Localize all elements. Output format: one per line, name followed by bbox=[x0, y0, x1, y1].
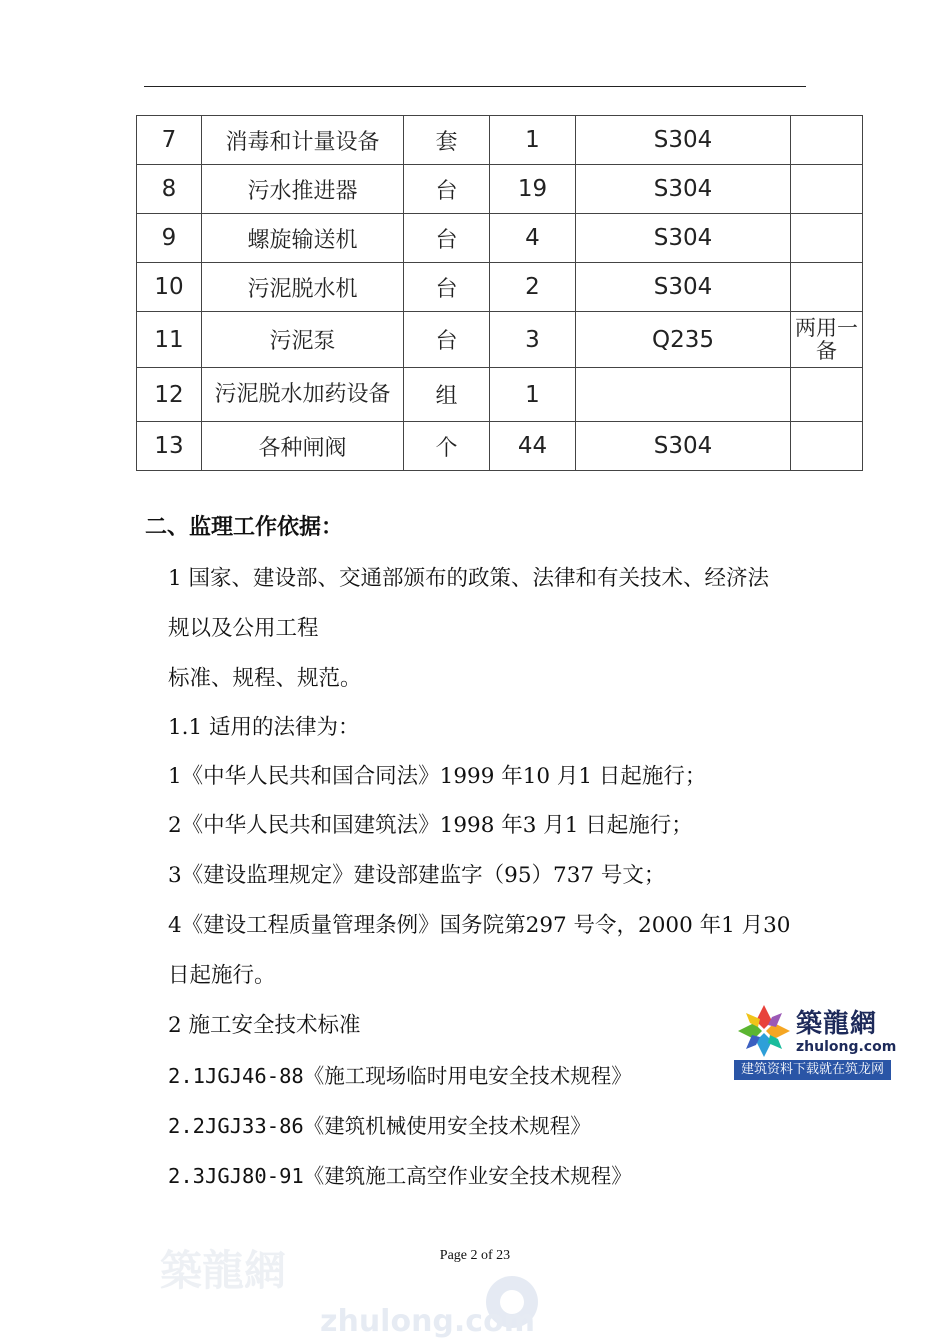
watermark-url: zhulong.com bbox=[320, 1304, 535, 1339]
body-line: 2.3JGJ80-91《建筑施工高空作业安全技术规程》 bbox=[168, 1164, 632, 1188]
cell-material: S304 bbox=[576, 422, 791, 471]
zhulong-logo bbox=[734, 1001, 897, 1080]
cell-note bbox=[791, 422, 863, 471]
cell-material: S304 bbox=[576, 116, 791, 165]
table-row bbox=[137, 422, 863, 471]
cell-no: 13 bbox=[137, 422, 202, 471]
table-row bbox=[137, 368, 863, 422]
cell-qty: 19 bbox=[490, 165, 576, 214]
cell-unit: 台 bbox=[404, 312, 490, 368]
cell-name: 污泥脱水加药设备 bbox=[202, 368, 404, 422]
body-line: 2.1JGJ46-88《施工现场临时用电安全技术规程》 bbox=[168, 1064, 632, 1088]
body-line: 规以及公用工程 bbox=[168, 616, 319, 641]
equipment-table bbox=[136, 115, 863, 471]
logo-title: 築龍網 bbox=[796, 1009, 878, 1039]
cell-name: 消毒和计量设备 bbox=[202, 116, 404, 165]
body-line: 标准、规程、规范。 bbox=[168, 666, 362, 691]
cell-note bbox=[791, 116, 863, 165]
cell-name: 污泥泵 bbox=[202, 312, 404, 368]
header-rule bbox=[144, 86, 806, 87]
cell-unit: 台 bbox=[404, 214, 490, 263]
cell-qty: 3 bbox=[490, 312, 576, 368]
page-number: Page 2 of 23 bbox=[439, 1248, 511, 1263]
cell-no: 8 bbox=[137, 165, 202, 214]
cell-qty: 4 bbox=[490, 214, 576, 263]
logo-slogan: 建筑资料下载就在筑龙网 bbox=[734, 1060, 891, 1080]
cell-unit: 个 bbox=[404, 422, 490, 471]
section-heading: 二、监理工作依据： bbox=[145, 515, 344, 540]
cell-material: S304 bbox=[576, 214, 791, 263]
cell-no: 9 bbox=[137, 214, 202, 263]
cell-note bbox=[791, 368, 863, 422]
table-row bbox=[137, 116, 863, 165]
cell-no: 12 bbox=[137, 368, 202, 422]
body-line: 1《中华人民共和国合同法》1999 年10 月1 日起施行； bbox=[168, 764, 707, 789]
body-line: 2.2JGJ33-86《建筑机械使用安全技术规程》 bbox=[168, 1114, 591, 1138]
cell-unit: 套 bbox=[404, 116, 490, 165]
cell-note: 两用一备 bbox=[791, 312, 863, 368]
cell-note bbox=[791, 263, 863, 312]
table-row bbox=[137, 214, 863, 263]
cell-qty: 2 bbox=[490, 263, 576, 312]
pinwheel-icon bbox=[734, 1001, 794, 1059]
body-line: 2 施工安全技术标准 bbox=[168, 1013, 361, 1038]
cell-material: S304 bbox=[576, 263, 791, 312]
logo-url: zhulong.com bbox=[796, 1039, 897, 1055]
cell-name: 各种闸阀 bbox=[202, 422, 404, 471]
cell-note bbox=[791, 214, 863, 263]
table-row bbox=[137, 263, 863, 312]
cell-no: 11 bbox=[137, 312, 202, 368]
body-line: 2《中华人民共和国建筑法》1998 年3 月1 日起施行； bbox=[168, 813, 693, 838]
cell-qty: 1 bbox=[490, 116, 576, 165]
cell-unit: 台 bbox=[404, 165, 490, 214]
cell-unit: 台 bbox=[404, 263, 490, 312]
cell-name: 污水推进器 bbox=[202, 165, 404, 214]
body-line: 日起施行。 bbox=[168, 963, 276, 988]
cell-material: Q235 bbox=[576, 312, 791, 368]
cell-qty: 1 bbox=[490, 368, 576, 422]
cell-note bbox=[791, 165, 863, 214]
body-line: 3《建设监理规定》建设部建监字（95）737 号文； bbox=[168, 863, 666, 888]
cell-name: 螺旋输送机 bbox=[202, 214, 404, 263]
watermark-title: 築龍網 bbox=[160, 1246, 287, 1295]
body-line: 4《建设工程质量管理条例》国务院第297 号令，2000 年1 月30 bbox=[168, 913, 791, 938]
cell-no: 7 bbox=[137, 116, 202, 165]
cell-material: S304 bbox=[576, 165, 791, 214]
cell-material bbox=[576, 368, 791, 422]
cell-name: 污泥脱水机 bbox=[202, 263, 404, 312]
cell-unit: 组 bbox=[404, 368, 490, 422]
table-row bbox=[137, 312, 863, 368]
body-line: 1.1 适用的法律为： bbox=[168, 715, 360, 740]
table-row bbox=[137, 165, 863, 214]
cell-qty: 44 bbox=[490, 422, 576, 471]
cell-no: 10 bbox=[137, 263, 202, 312]
body-line: 1 国家、建设部、交通部颁布的政策、法律和有关技术、经济法 bbox=[168, 566, 770, 591]
